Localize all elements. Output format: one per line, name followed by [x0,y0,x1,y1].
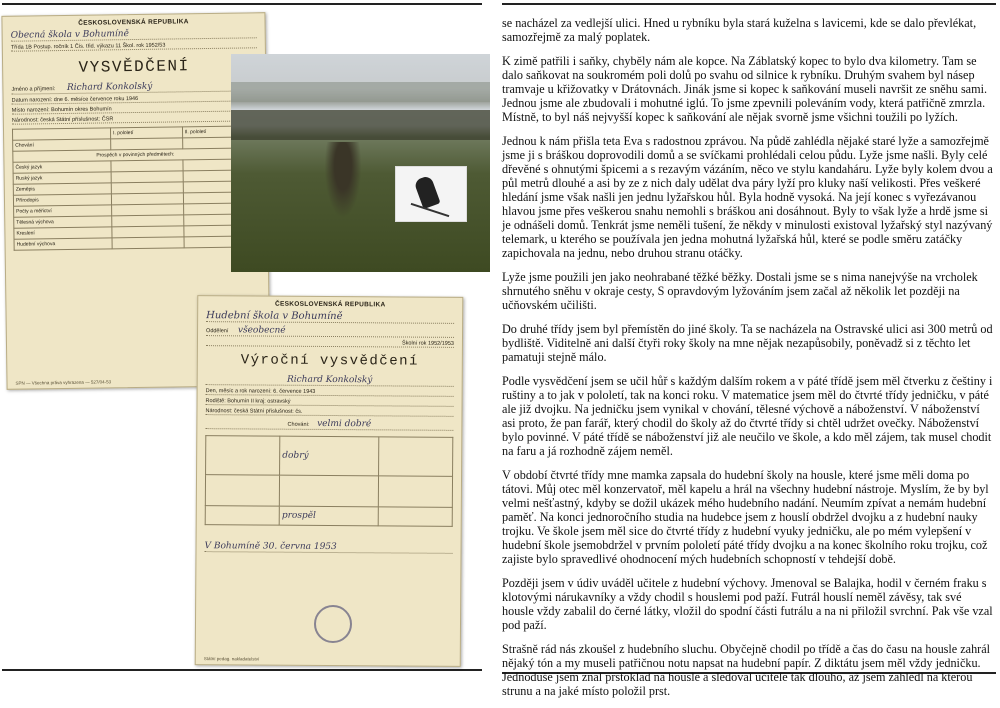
doc1-school: Obecná škola v Bohumíně [11,27,257,41]
article-paragraph: K zimě patřili i saňky, chyběly nám ale kopce. Na Záblatský kopec to bylo dva kilometry. Tam se dalo saňkovat na soukromém poli dolů po svahu od silnice k rybníku. Druhým svahem byl násep tramvaje u křižovatky v Drátovnách. Jinák jsme si kopec k saňkování museli navršit ze sněhu sami. Jednou jsme ale zbudovali i mohutné iglú. To jsme zpevnili poleváním vody, která patřičně zmrzla. Místně, to byl náš nejvyšší kopec k saňkování ale nějak svorně jsme všichni toužili po lyžích. [502,54,988,124]
doc2-school: Hudební škola v Bohumíně [206,310,454,324]
doc1-subject: Český jazyk [13,161,111,173]
doc1-meta: Třída 1B Postup. ročník 1 Čís. třid. výkazu 11 Škol. rok 1952/53 [11,41,257,51]
doc2-footer: Státní pedag. nakladatelství [203,656,260,662]
doc1-subject: Přírodopis [13,194,111,206]
doc1-col2: II. pololetí [182,126,258,138]
official-stamp [314,605,352,643]
doc2-place-date: V Bohumíně 30. června 1953 [205,541,453,554]
article-paragraph: se nacházel za vedlejší ulici. Hned u rybníku byla stará kuželna s lavicemi, kde se dalo převlékat, samozřejmě za malý poplatek. [502,16,977,44]
article-paragraph: Lyže jsme použili jen jako neohrabané těžké běžky. Dostali jsme se s nima nanejvýše na vrcholek shrnutého sněhu v okraje cesty, S opravdovým lyžováním jsem začal až několik let později na učňovském učilišti. [502,270,978,312]
article-paragraph: Později jsem v údiv uváděl učitele z hudební výchovy. Jmenoval se Balajka, hodil v černém fraku s klotovými nárukavníky a vždy chodil s houslemi pod paží. Futrál houslí neměl závěsy, tak své housle vždy zabalil do černé látky, vložil do spodní části futrálu a na ni přiložil svrchní. Pak vše vzal pod paží. [502,576,993,632]
doc2-year: Školní rok 1952/1953 [206,339,454,348]
doc1-col1: I. pololetí [110,127,182,139]
table-row [206,436,453,477]
doc1-subject: Tělesná výchova [14,216,112,228]
doc1-section: Prospěch v povinných předmětech: [13,148,258,162]
top-rule-right [502,3,996,5]
doc1-subject: Ruský jazyk [13,172,111,184]
doc2-nation: Národnost: česká Státní příslušnost: čs. [205,408,453,417]
doc2-conduct-row [205,418,453,431]
doc1-name: Richard Konkolský [66,81,153,93]
article-paragraph: Strašně rád nás zkoušel z hudebního sluchu. Obyčejně chodil po třídě a čas do času na housle zahrál nějaký tón a my museli patřičnou notu napsat na hudební papír. Z diktátu jsem měl vždy jedničku. Jednoduše jsem znal prstoklad na housle a sledoval učitele tak dlouho, až jsem zahlédl na kterou strunu a na jaké místo položil prst. [502,642,991,698]
doc1-subject: Hudební výchova [14,238,112,250]
article-paragraph: Jednou k nám přišla teta Eva s radostnou zprávou. Na půdě zahlédla nějaké staré lyže a samozřejmě jsme ji s bráškou doprovodili domů a se svíčkami prohlédali celou půdu. Lyže jsme našli. Byly celé dřevěné s ohnutými špicemi a s rezavým vázáním, něco ve stylu kandaháru. Lyže byly kolem dvou a půl metrů dlouhé a asi by ze z nich daly udělat dva páry lyží pro kluky naší velikosti. Přes veškeré hledání jsme však našli jen jednu lyžařskou hůl. Byla hodně vysoká. Na její konec s vyřezávanou hlavou jsme přes veškerou snahu nemohli s bráškou ani dosáhnout. Byly to však lyže a hrdě jsme si je odnášeli domů. Tenkrát jsme neměli tušení, že někdy v minulosti existoval lyžařský styl nazývaný telemark, u kterého se používala jen jedna mohutná lyžařská hůl, které se podle směru zatáčky zapichovala na jednu, nebo druhou stranu otáčky. [502,134,993,260]
landscape-photo [231,54,490,272]
doc2-department-label: Oddělení [206,328,229,335]
doc2-born: Den, měsíc a rok narození: 6. července 1943 [206,388,454,397]
doc2-grade2: prospěl [279,506,378,526]
doc1-subject: Počty a měřictví [14,205,112,217]
table-row [205,506,452,527]
doc2-header: ČESKOSLOVENSKÁ REPUBLIKA [274,300,386,309]
image-collage [0,0,496,677]
doc2-grades-table [205,435,454,527]
doc2-conduct: velmi dobré [317,418,372,430]
article-paragraph: Podle vysvědčení jsem se učil hůř s každým dalším rokem a v páté třídě jsem měl čtverku z češtiny i ruštiny a to jak v pololetí, tak na konci roku. V matematice jsem měl do čtvrté třídy jedničku, v páté ale již dvojku. Na jedničku jsem vynikal v chování, tělesné výchově a náboženství. V náboženství asi proto, že pan farář, který chodil do školy až do čtvrté třídy si chtěl udržet ovečky. Náboženství bylo povinné. V páté třídě se náboženství již ale neučilo ve škole, a kdo měl zájem, tak musel chodit na faru a já rozhodně zájem neměl. [502,374,993,458]
doc2-grade1: dobrý [280,436,379,476]
doc1-name-row [11,80,257,94]
doc2-department-row [206,325,454,338]
photo-tree [323,142,363,222]
doc2-department: všeobecné [237,325,286,336]
doc2-title: Výroční vysvědčení [240,352,420,370]
article-paragraph: Do druhé třídy jsem byl přemístěn do jiné školy. Ta se nacházela na Ostravské ulici asi 300 metrů od bydliště. Viditelně ani další čtyři roky školy na mne nějak nezapůsobily, poněvadž si z těchto let pamatuji stejně málo. [502,322,993,364]
doc1-header: ČESKOSLOVENSKÁ REPUBLIKA [78,18,189,27]
article-text [502,16,996,708]
photo-treeline [231,110,490,140]
doc1-born: Datum narození: dne 6. měsíce července roku 1946 [12,94,258,104]
table-row [205,475,452,508]
doc2-origin: Rodiště: Bohumín II kraj: ostravský [206,398,454,407]
doc1-conduct-label: Chování [13,139,111,151]
photo-hills [231,82,490,102]
doc2-name: Richard Konkolský [206,374,454,387]
table-row [14,236,259,250]
doc1-grades-table [12,125,260,250]
doc1-subject: Zeměpis [13,183,111,195]
skier-photo [395,166,467,222]
doc1-footer: SPN — Všechna práva vyhrazena — 527/04-53 [15,379,112,386]
doc1-nation: Národnost: česká Státní příslušnost: ČSR [12,114,258,124]
doc1-title: VYSVĚDČENÍ [78,57,190,77]
doc2-conduct-label: Chování: [287,421,310,428]
doc1-name-label: Jméno a příjmení: [11,86,56,93]
doc1-subject: Kreslení [14,227,112,239]
report-card-vyrocni-vysvedceni [195,295,464,667]
article-paragraph: V období čtvrté třídy mne mamka zapsala do hudební školy na housle, které jsme měli doma po tátovi. Můj otec měl konzervatoř, měl kapelu a hrál na všechny hudební nástroje. Myslím, že by byl velmi nešťastný, kdyby se dožil ukázek mého hudebního nadání. Neumím zpívat a nemám hudební paměť. Na konci jednoročního studia na hudebce jsem z houslí obdržel dvojku a z hudební nauky trojku. Ve škole jsem měl sice do čtvrté třídy z hudební vyuky jedničku, ale po mém vylepšení v hudební škole jsemobdržel v prvním pololetí páté třídy dvojku a na konec školního roku trojku, což zajiste bylo spravedlivé ohodnocení mých hudebních schopností v tehdejší době. [502,468,989,566]
doc1-place: Místo narození: Bohumín okres Bohumín [12,104,258,114]
